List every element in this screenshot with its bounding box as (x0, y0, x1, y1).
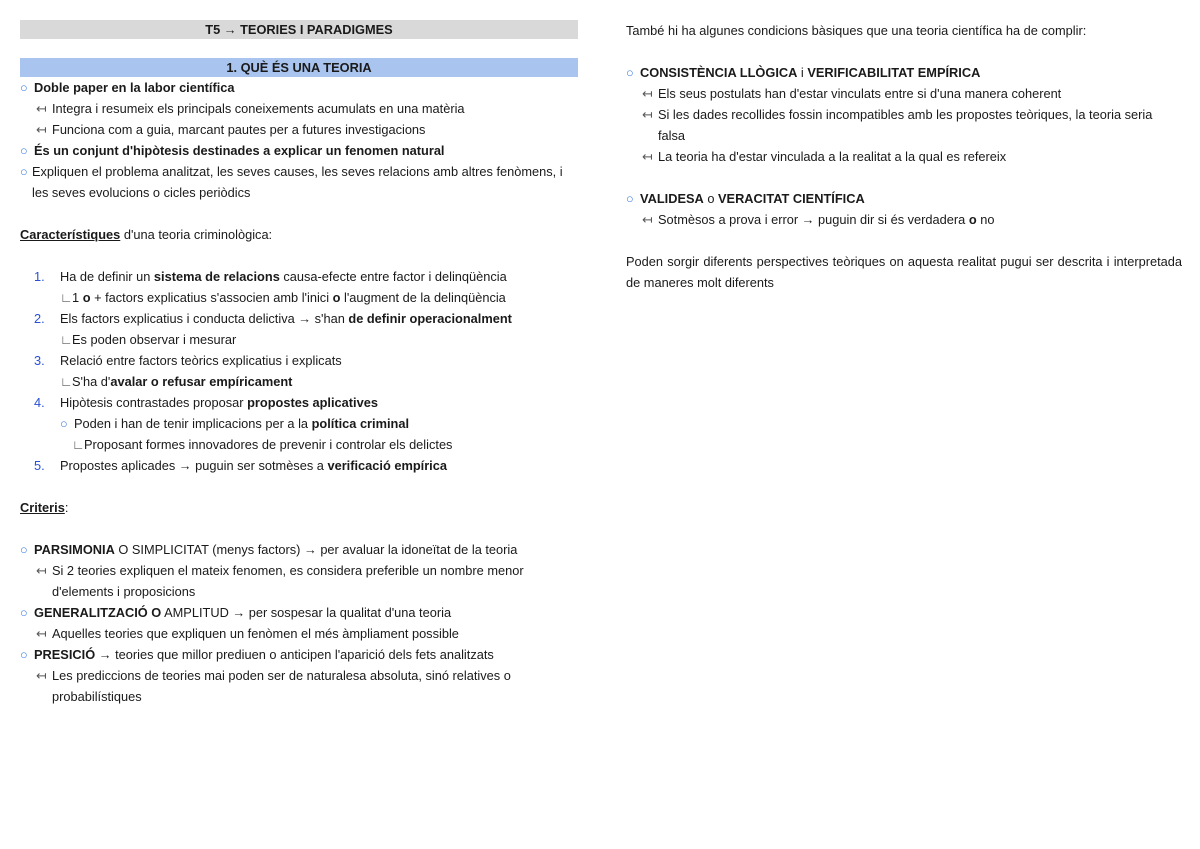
sub-item: ∟S'ha d'avalar o refusar empíricament (20, 371, 578, 392)
left-column (20, 20, 578, 707)
list-item: ○ PRESICIÓ → teories que millor prediuen o anticipen l'aparició dels fets analitzats (20, 644, 578, 665)
list-item: ○ Expliquen el problema analitzat, les seves causes, les seves relacions amb altres fenòmens, i les seves evolucions o cicles periòdics (20, 161, 578, 203)
list-item: ↤ Sotmèsos a prova i error → puguin dir si és verdadera o no (626, 209, 1182, 230)
document-title: T5 → TEORIES I PARADIGMES (20, 20, 578, 39)
list-item: ↤ Els seus postulats han d'estar vinculats entre si d'una manera coherent (626, 83, 1182, 104)
sub-sub-item: ∟Proposant formes innovadores de prevenir i controlar els delictes (20, 434, 578, 455)
numbered-item: 5. Propostes aplicades → puguin ser sotmèses a verificació empírica (34, 458, 447, 473)
numbered-item: 3. Relació entre factors teòrics explicatius i explicats (34, 353, 342, 368)
list-item: ↤ Si les dades recollides fossin incompatibles amb les propostes teòriques, la teoria seria falsa (626, 104, 1182, 146)
list-item: ↤ La teoria ha d'estar vinculada a la realitat a la qual es refereix (626, 146, 1182, 167)
sub-item: ○ Poden i han de tenir implicacions per a la política criminal (20, 413, 578, 434)
list-item: ↤ Integra i resumeix els principals coneixements acumulats en una matèria (20, 98, 578, 119)
closing-paragraph: Poden sorgir diferents perspectives teòriques on aquesta realitat pugui ser descrita i interpretada de maneres molt diferents (626, 254, 1182, 290)
arrow-bullet-icon: ↤ (36, 563, 47, 578)
circle-bullet-icon: ○ (626, 191, 634, 206)
right-column (626, 20, 1182, 293)
arrow-bullet-icon: ↤ (36, 626, 47, 641)
sub-item: ∟1 o + factors explicatius s'associen amb l'inici o l'augment de la delinqüència (20, 287, 578, 308)
circle-bullet-icon: ○ (20, 647, 28, 662)
arrow-bullet-icon: ↤ (36, 122, 47, 137)
corner-bullet-icon: ∟ (60, 290, 73, 305)
list-item: ↤ Aquelles teories que expliquen un fenòmen el més àmpliament possible (20, 623, 578, 644)
corner-bullet-icon: ∟ (60, 332, 73, 347)
arrow-bullet-icon: ↤ (36, 668, 47, 683)
arrow-bullet-icon: ↤ (642, 86, 653, 101)
list-item: ○ CONSISTÈNCIA LLÒGICA i VERIFICABILITAT EMPÍRICA (626, 62, 1182, 83)
corner-bullet-icon: ∟ (60, 374, 73, 389)
list-item: ↤ Funciona com a guia, marcant pautes per a futures investigacions (20, 119, 578, 140)
sub-item: ∟Es poden observar i mesurar (20, 329, 578, 350)
circle-bullet-icon: ○ (60, 416, 68, 431)
list-item: ○ GENERALITZACIÓ O AMPLITUD → per sospesar la qualitat d'una teoria (20, 602, 578, 623)
corner-bullet-icon: ∟ (72, 437, 85, 452)
arrow-bullet-icon: ↤ (36, 101, 47, 116)
circle-bullet-icon: ○ (20, 164, 28, 179)
circle-bullet-icon: ○ (20, 80, 28, 95)
list-item: ↤ Si 2 teories expliquen el mateix fenomen, es considera preferible un nombre menor d'elements i proposicions (20, 560, 578, 602)
criteria-heading: Criteris: (20, 500, 69, 515)
arrow-bullet-icon: ↤ (642, 149, 653, 164)
numbered-item: 4. Hipòtesis contrastades proposar propostes aplicatives (34, 395, 378, 410)
numbered-item: 2. Els factors explicatius i conducta delictiva → s'han de definir operacionalment (34, 311, 512, 326)
circle-bullet-icon: ○ (626, 65, 634, 80)
numbered-item: 1. Ha de definir un sistema de relacions causa-efecte entre factor i delinqüència (34, 269, 507, 284)
list-item: ○ És un conjunt d'hipòtesis destinades a explicar un fenomen natural (20, 140, 578, 161)
circle-bullet-icon: ○ (20, 605, 28, 620)
list-item: ○ Doble paper en la labor científica (20, 77, 578, 98)
section-heading: 1. QUÈ ÉS UNA TEORIA (20, 58, 578, 77)
arrow-bullet-icon: ↤ (642, 107, 653, 122)
arrow-bullet-icon: ↤ (642, 212, 653, 227)
intro-paragraph: També hi ha algunes condicions bàsiques que una teoria científica ha de complir: (626, 23, 1087, 38)
list-item: ○ PARSIMONIA O SIMPLICITAT (menys factors) → per avaluar la idoneïtat de la teoria (20, 539, 578, 560)
list-item: ○ VALIDESA o VERACITAT CIENTÍFICA (626, 188, 1182, 209)
characteristics-heading: Característiques d'una teoria criminològica: (20, 227, 273, 242)
circle-bullet-icon: ○ (20, 143, 28, 158)
list-item: ↤ Les prediccions de teories mai poden ser de naturalesa absoluta, sinó relatives o probabilístiques (20, 665, 578, 707)
circle-bullet-icon: ○ (20, 542, 28, 557)
